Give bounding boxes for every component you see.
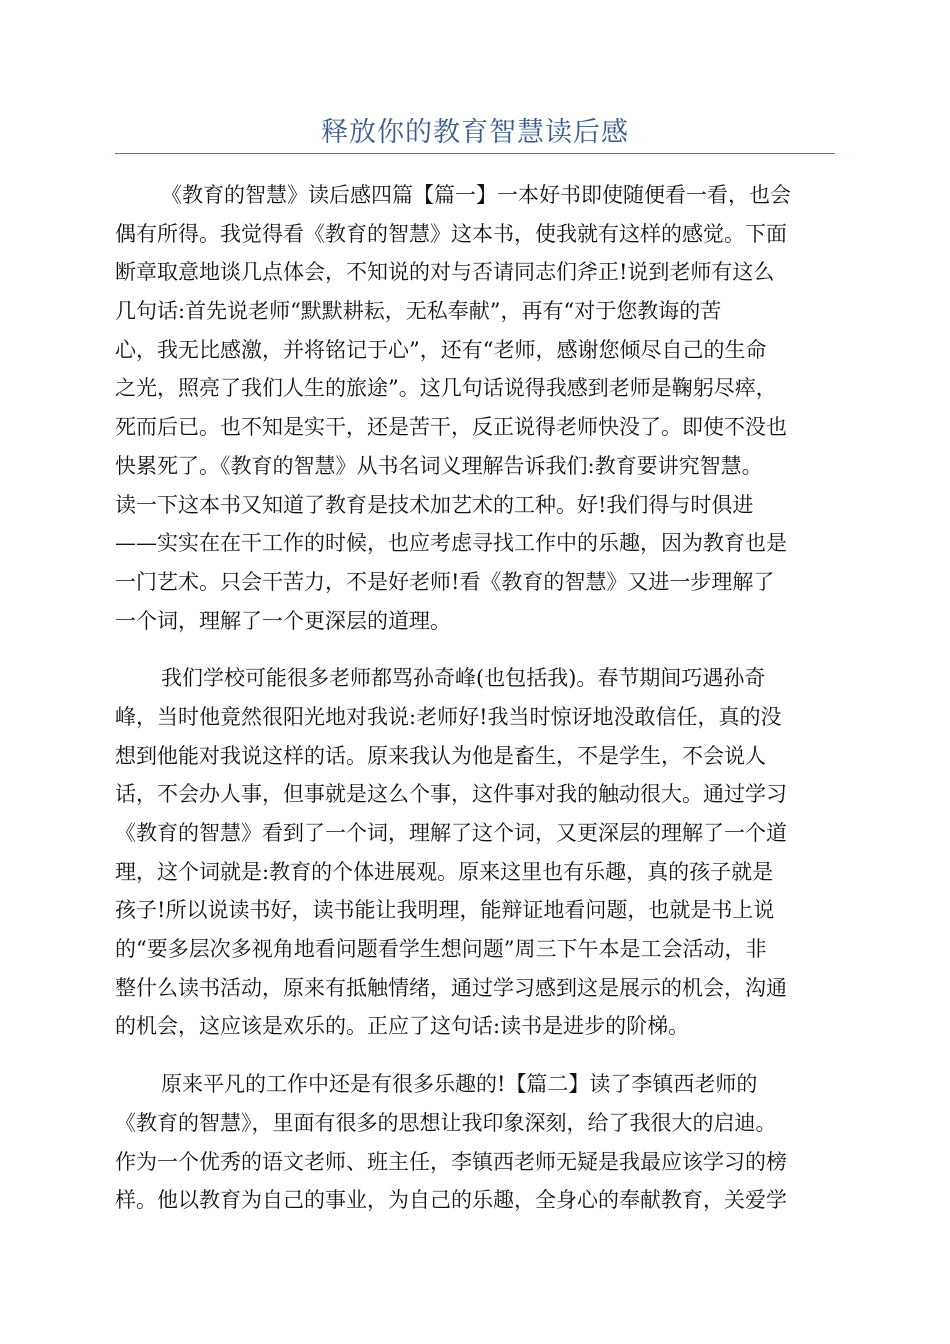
text-line: 心，我无比感激，并将铭记于心”，还有“老师，感谢您倾尽自己的生命	[115, 337, 767, 362]
text-line: 我们学校可能很多老师都骂孙奇峰(也包括我)。春节期间巧遇孙奇	[161, 666, 766, 691]
text-line: 原来平凡的工作中还是有很多乐趣的!【篇二】读了李镇西老师的	[161, 1072, 758, 1097]
text-line: 《教育的智慧》看到了一个词，理解了这个词，又更深层的理解了一个道	[115, 821, 787, 845]
paragraph-3	[115, 1065, 835, 1220]
text-line: 几句话:首先说老师“默默耕耘，无私奉献”，再有“对于您教诲的苦	[115, 299, 722, 324]
document-title: 释放你的教育智慧读后感	[321, 117, 629, 148]
text-line: 孩子!所以说读书好，读书能让我明理，能辩证地看问题，也就是书上说	[115, 898, 775, 923]
text-line: 整什么读书活动，原来有抵触情绪，通过学习感到这是展示的机会，沟通	[115, 975, 787, 1000]
text-line: 《教育的智慧》，里面有很多的思想让我印象深刻，给了我很大的启迪。	[115, 1110, 777, 1135]
text-line: 一个词，理解了一个更深层的道理。	[115, 608, 451, 633]
text-line: 想到他能对我说这样的话。原来我认为他是畜生，不是学生，不会说人	[115, 743, 766, 768]
text-line: 《教育的智慧》读后感四篇【篇一】一本好书即使随便看一看，也会	[161, 183, 791, 207]
text-line: 偶有所得。我觉得看《教育的智慧》这本书，使我就有这样的感觉。下面	[115, 221, 787, 246]
text-line: 峰，当时他竟然很阳光地对我说:老师好!我当时惊讶地没敢信任，真的没	[115, 704, 782, 729]
title-underline	[115, 153, 835, 154]
paragraph-1	[115, 176, 835, 640]
text-line: 快累死了。《教育的智慧》从书名词义理解告诉我们:教育要讲究智慧。	[115, 453, 763, 478]
text-line: 读一下这本书又知道了教育是技术加艺术的工种。好!我们得与时俱进	[115, 492, 754, 517]
text-line: 话，不会办人事，但事就是这么个事，这件事对我的触动很大。通过学习	[115, 782, 787, 807]
text-line: 理，这个词就是:教育的个体进展观。原来这里也有乐趣，真的孩子就是	[115, 859, 774, 884]
text-line: 死而后已。也不知是实干，还是苦干，反正说得老师快没了。即使不没也	[115, 415, 787, 440]
text-line: 作为一个优秀的语文老师、班主任，李镇西老师无疑是我最应该学习的榜	[115, 1149, 787, 1174]
text-line: 的“要多层次多视角地看问题看学生想问题”周三下午本是工会活动，非	[115, 937, 767, 962]
text-line: 断章取意地谈几点体会，不知说的对与否请同志们斧正!说到老师有这么	[115, 260, 775, 285]
document-body	[115, 176, 835, 1239]
text-line: 样。他以教育为自己的事业，为自己的乐趣，全身心的奉献教育，关爱学	[115, 1188, 787, 1213]
text-line: 之光，照亮了我们人生的旅途”。这几句话说得我感到老师是鞠躬尽瘁，	[115, 376, 777, 401]
text-line: 的机会，这应该是欢乐的。正应了这句话:读书是进步的阶梯。	[115, 1014, 690, 1039]
text-line: ——实实在在干工作的时候，也应考虑寻找工作中的乐趣，因为教育也是	[115, 531, 787, 556]
text-line: 一门艺术。只会干苦力，不是好老师!看《教育的智慧》又进一步理解了	[115, 569, 775, 594]
paragraph-2	[115, 659, 835, 1046]
